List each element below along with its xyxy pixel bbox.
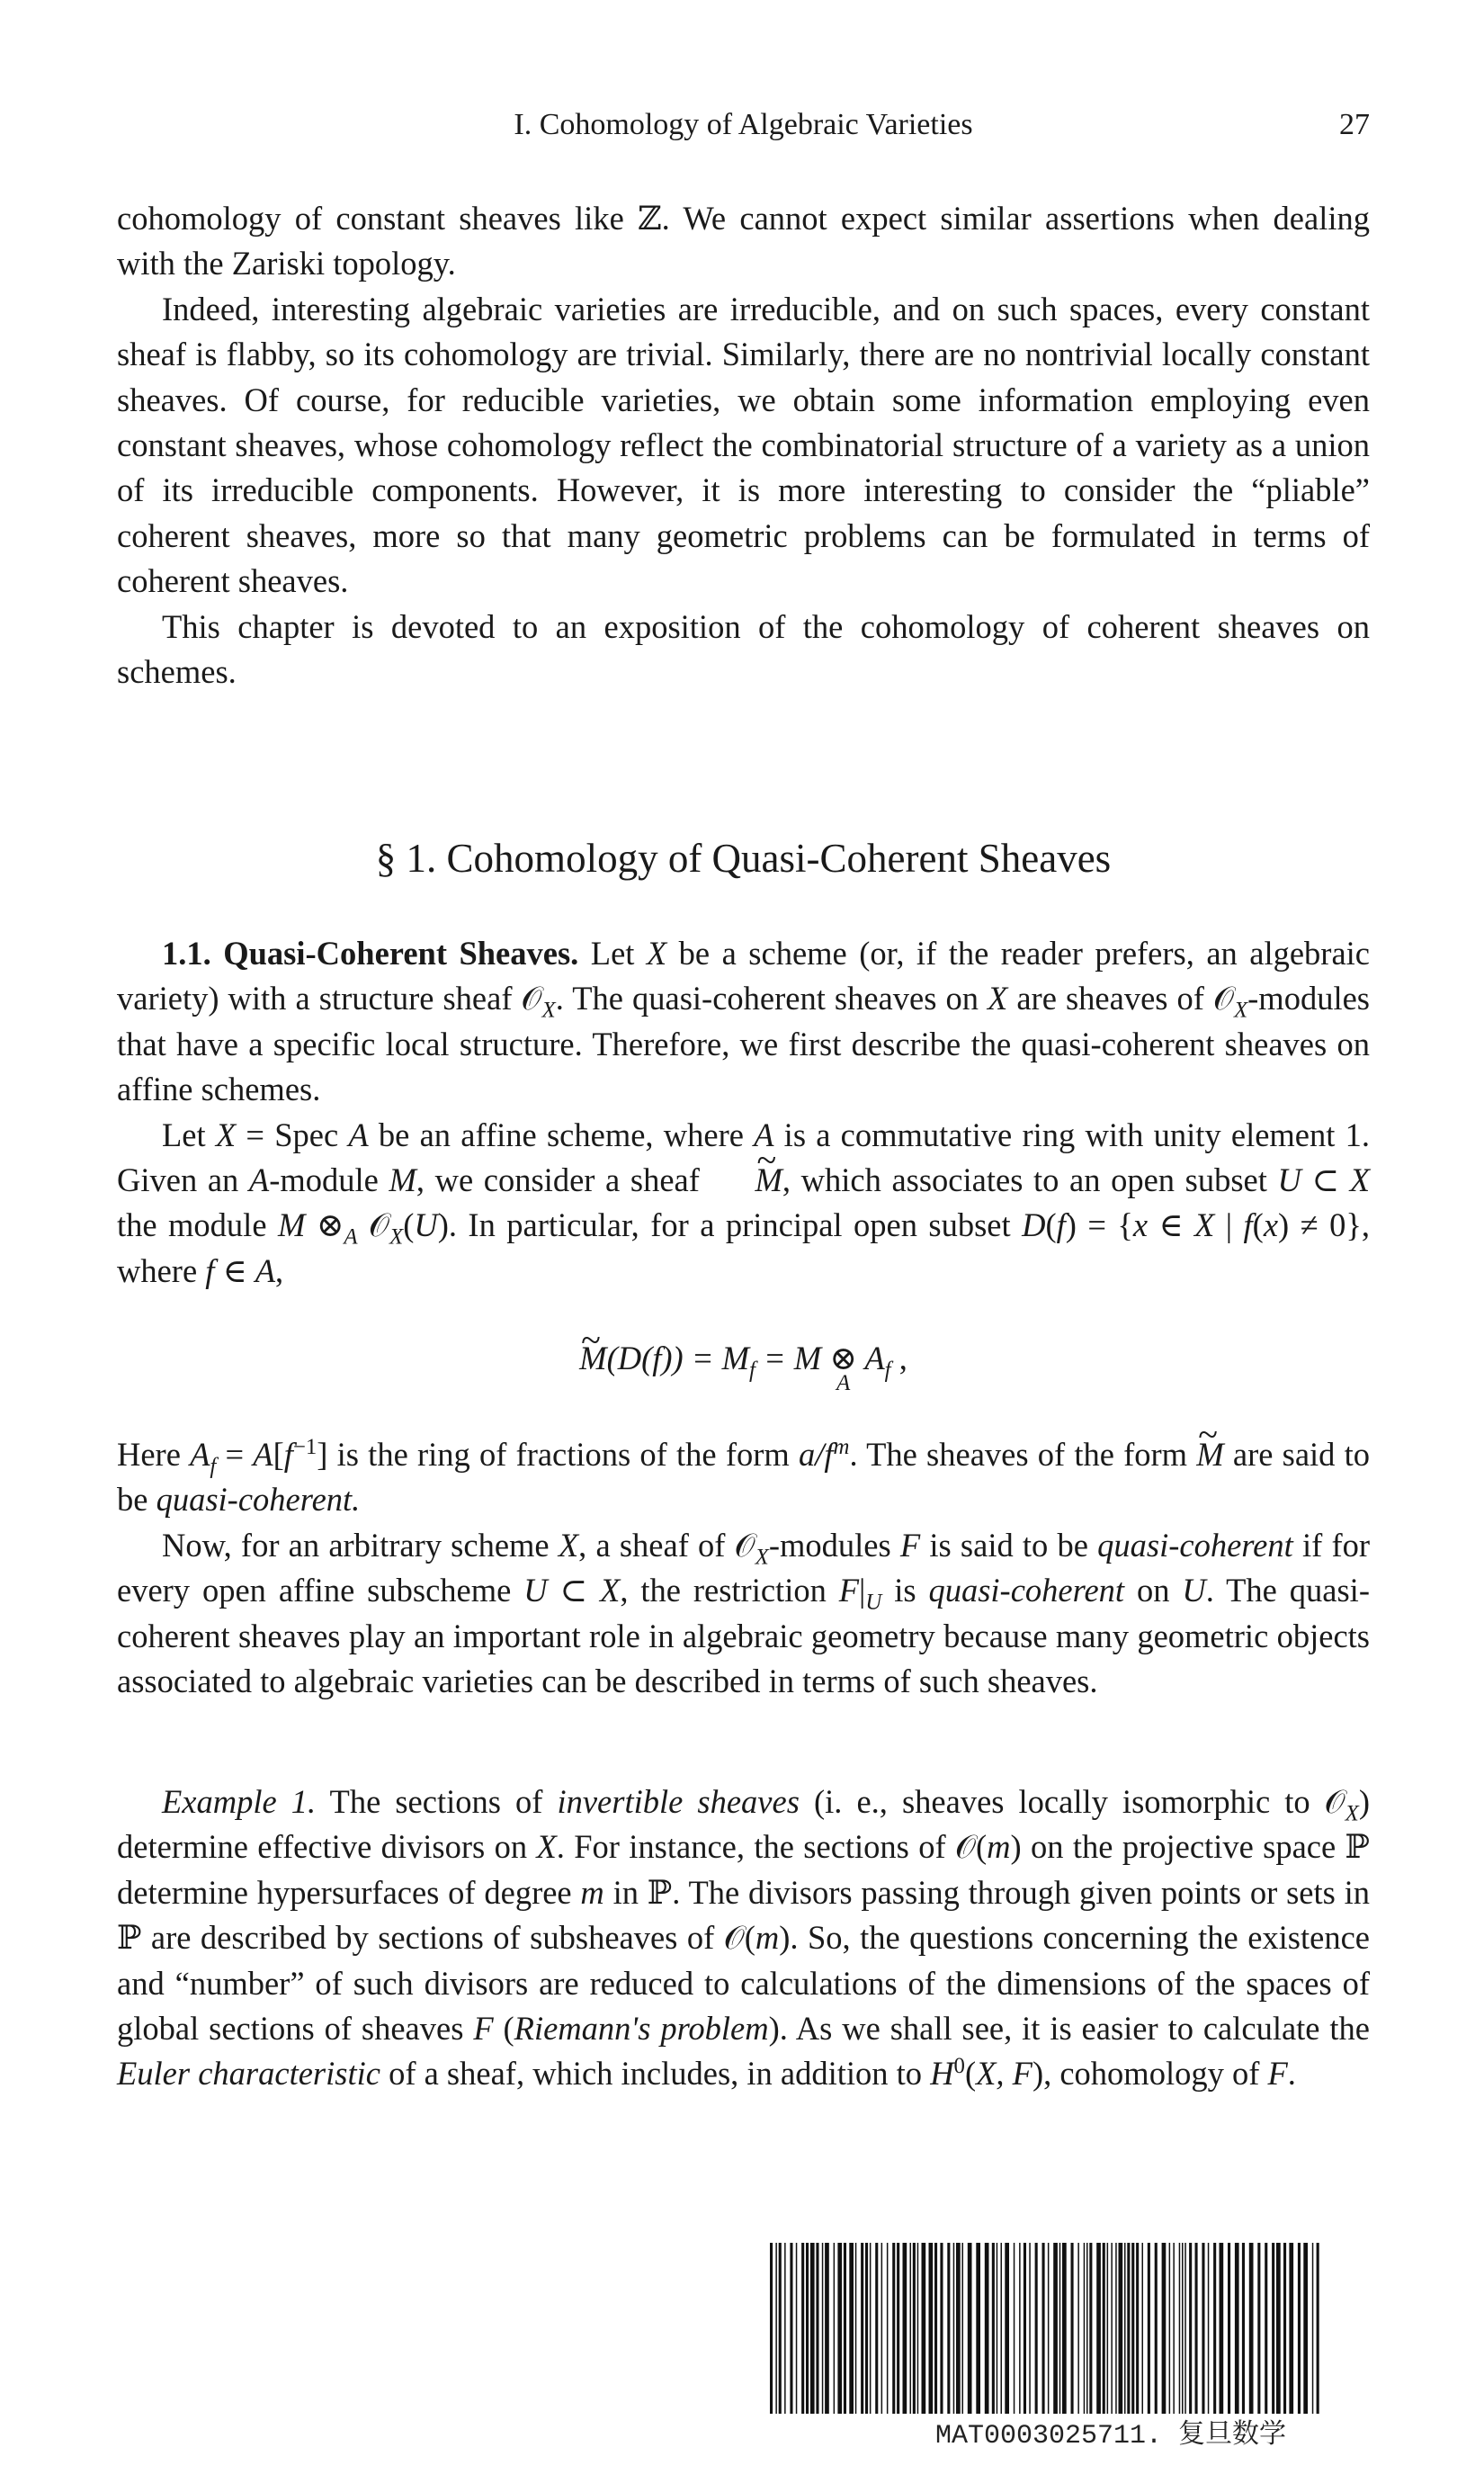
barcode-bar bbox=[1148, 2243, 1150, 2414]
math-run: A bbox=[248, 1161, 270, 1199]
barcode-bar bbox=[1283, 2243, 1286, 2414]
text-run: of a sheaf, which includes, in addition to bbox=[380, 2055, 931, 2093]
quasi-coherent-definition bbox=[117, 931, 1370, 1294]
barcode-bar bbox=[1089, 2243, 1092, 2414]
barcode-bar bbox=[796, 2243, 798, 2414]
barcode-bar bbox=[1298, 2243, 1301, 2414]
text-run: , which associates to an open subset bbox=[782, 1161, 1278, 1199]
text-run: are sheaves of 𝒪 bbox=[1007, 980, 1234, 1017]
quasi-coherent-general bbox=[117, 1432, 1370, 1704]
math-run: x bbox=[1132, 1206, 1149, 1244]
paragraph bbox=[117, 1113, 1370, 1295]
barcode-bar bbox=[1035, 2243, 1038, 2414]
barcode-bar bbox=[770, 2243, 773, 2414]
text-run: ( bbox=[964, 2055, 977, 2093]
barcode-bar bbox=[1257, 2243, 1260, 2414]
barcode-bar bbox=[968, 2243, 972, 2414]
math-run: ~ M bbox=[1196, 1432, 1223, 1477]
text-run: ). So, the questions concerning the existence and “number” of such divisors are reduced to calculations of the dimensions of the spaces of global sections of sheaves bbox=[117, 1919, 1370, 2048]
intro-text bbox=[117, 196, 1370, 695]
barcode-bar bbox=[779, 2243, 782, 2414]
barcode-bar bbox=[956, 2243, 961, 2414]
text-run: is said to be bbox=[920, 1526, 1098, 1564]
barcode-bar bbox=[806, 2243, 809, 2414]
barcode-bar bbox=[861, 2243, 863, 2414]
math-run: A bbox=[344, 1224, 358, 1250]
barcode-bar bbox=[1289, 2243, 1293, 2414]
barcode-bar bbox=[1317, 2243, 1319, 2414]
eq-part: = M bbox=[755, 1340, 830, 1376]
math-run: f bbox=[1056, 1206, 1066, 1244]
barcode-bar bbox=[992, 2243, 995, 2414]
barcode-bar bbox=[929, 2243, 934, 2414]
eq-part: (D(f)) = M bbox=[606, 1340, 749, 1376]
barcode-bar bbox=[947, 2243, 950, 2414]
barcode-bar bbox=[1276, 2243, 1281, 2414]
text-run: ( bbox=[1045, 1206, 1057, 1244]
text-run: is a commutative ring with unity element 1. Given an bbox=[117, 1116, 1370, 1199]
math-run: H bbox=[930, 2055, 954, 2093]
math-run: M bbox=[389, 1161, 416, 1199]
math-run: quasi-coherent bbox=[928, 1572, 1125, 1609]
otimes-symbol: ⊗ bbox=[829, 1340, 857, 1376]
barcode-bar bbox=[1169, 2243, 1171, 2414]
text-run: (i. e., sheaves locally isomorphic to 𝒪 bbox=[799, 1783, 1345, 1820]
text-run: ) determine effective divisors on bbox=[117, 1783, 1370, 1866]
text-run: ). In particular, for a principal open subset bbox=[437, 1206, 1023, 1244]
barcode-bar bbox=[1202, 2243, 1204, 2414]
barcode-bar bbox=[1059, 2243, 1061, 2414]
barcode-bar bbox=[1265, 2243, 1267, 2414]
barcode-bar bbox=[1107, 2243, 1109, 2414]
barcode-bar bbox=[1119, 2243, 1123, 2414]
barcode-bar bbox=[1029, 2243, 1031, 2414]
barcode-bar bbox=[834, 2243, 836, 2414]
math-run: m bbox=[833, 1434, 850, 1459]
barcode-bar bbox=[801, 2243, 804, 2414]
text-run: | bbox=[859, 1572, 866, 1609]
text-run: ( bbox=[403, 1206, 415, 1244]
barcode-bar bbox=[1062, 2243, 1067, 2414]
text-run: in ℙ. The divisors passing through given points or sets in ℙ are described by sections of subsheaves of 𝒪( bbox=[117, 1873, 1370, 1957]
text-run: | bbox=[1214, 1206, 1244, 1244]
eq-sub: f bbox=[748, 1358, 755, 1383]
paragraph bbox=[117, 605, 1370, 695]
barcode-label: MAT0003025711. 复旦数学 bbox=[935, 2421, 1287, 2452]
text-run: cohomology of constant sheaves like ℤ. We cannot expect similar assertions when dealing with the Zariski topology. bbox=[117, 200, 1370, 282]
paragraph bbox=[117, 1779, 1370, 2097]
math-run: quasi-coherent bbox=[1097, 1526, 1293, 1564]
text-run: , the restriction bbox=[620, 1572, 839, 1609]
text-run: Here bbox=[117, 1436, 191, 1473]
barcode-bar bbox=[1173, 2243, 1175, 2414]
eq-part: A bbox=[856, 1340, 885, 1376]
barcode-bar bbox=[997, 2243, 998, 2414]
barcode-bar bbox=[887, 2243, 889, 2414]
barcode-bar bbox=[1142, 2243, 1144, 2414]
running-title: I. Cohomology of Algebraic Varieties bbox=[514, 108, 973, 141]
barcode-bar bbox=[1084, 2243, 1086, 2414]
text-run: , bbox=[275, 1251, 284, 1289]
text-run: [ bbox=[273, 1436, 284, 1473]
barcode-bar bbox=[1053, 2243, 1058, 2414]
math-run: U bbox=[414, 1206, 438, 1244]
text-run: on bbox=[1124, 1572, 1183, 1609]
barcode-bar bbox=[910, 2243, 912, 2414]
math-run: quasi-coherent. bbox=[156, 1481, 361, 1519]
barcode-bar bbox=[784, 2243, 786, 2414]
paragraph bbox=[117, 287, 1370, 605]
barcode-bar bbox=[1228, 2243, 1230, 2414]
barcode-bar bbox=[1131, 2243, 1134, 2414]
barcode-bar bbox=[1179, 2243, 1181, 2414]
text-run: The sections of bbox=[316, 1783, 558, 1820]
barcode-bar bbox=[1077, 2243, 1079, 2414]
barcode-bar bbox=[1111, 2243, 1113, 2414]
barcode-bar bbox=[1005, 2243, 1009, 2414]
barcode-bar bbox=[1220, 2243, 1224, 2414]
barcode-bar bbox=[1048, 2243, 1050, 2414]
math-run: M bbox=[277, 1206, 306, 1244]
barcode-bar bbox=[849, 2243, 854, 2414]
math-run: invertible sheaves bbox=[557, 1783, 800, 1820]
eq-part: , bbox=[890, 1340, 907, 1376]
barcode-bar bbox=[962, 2243, 964, 2414]
math-run: F bbox=[899, 1526, 921, 1564]
math-run: A bbox=[754, 1116, 774, 1153]
text-run: ⊂ bbox=[1301, 1161, 1350, 1199]
math-run: X bbox=[541, 998, 556, 1023]
math-run: Euler characteristic bbox=[117, 2055, 380, 2093]
barcode-bar bbox=[881, 2243, 883, 2414]
text-run: ∈ bbox=[1148, 1206, 1195, 1244]
barcode-bar bbox=[1189, 2243, 1192, 2414]
math-run: x bbox=[1263, 1206, 1279, 1244]
eq-m-tilde: ~ M bbox=[579, 1339, 606, 1377]
text-run: be a scheme (or, if the reader prefers, an algebraic variety) with a structure sheaf 𝒪 bbox=[117, 935, 1371, 1017]
text-run: ∈ bbox=[214, 1251, 255, 1289]
math-run: X bbox=[1194, 1206, 1215, 1244]
math-run: X bbox=[600, 1572, 621, 1609]
math-run: A bbox=[255, 1251, 276, 1289]
math-run: X bbox=[646, 935, 667, 972]
text-run: ) ≠ 0}, where bbox=[117, 1206, 1370, 1289]
math-run: ~ M bbox=[710, 1158, 782, 1203]
text-run: 𝒪 bbox=[357, 1206, 390, 1244]
barcode-bar bbox=[1303, 2243, 1308, 2414]
barcode-bar bbox=[1242, 2243, 1245, 2414]
math-run: A bbox=[190, 1436, 210, 1473]
math-run: X bbox=[558, 1526, 579, 1564]
barcode-bar bbox=[855, 2243, 857, 2414]
math-run: f bbox=[210, 1454, 217, 1479]
math-run: A bbox=[348, 1116, 369, 1153]
barcode-bar bbox=[1115, 2243, 1117, 2414]
paragraph bbox=[117, 1523, 1370, 1705]
text-run: . bbox=[1287, 2055, 1296, 2093]
page-number: 27 bbox=[1339, 108, 1370, 141]
text-run: -modules that have a specific local structure. Therefore, we first describe the quasi-coherent sheaves on affine schemes. bbox=[117, 980, 1370, 1108]
text-run: ), cohomology of bbox=[1032, 2055, 1268, 2093]
eq-tensor bbox=[829, 1339, 857, 1395]
math-run: X bbox=[389, 1224, 404, 1250]
math-run: F bbox=[1267, 2055, 1288, 2093]
example-1 bbox=[117, 1779, 1370, 2097]
math-run: X bbox=[1349, 1161, 1370, 1199]
barcode-bar bbox=[822, 2243, 824, 2414]
text-run: . The quasi-coherent sheaves on bbox=[555, 980, 988, 1017]
text-run: -module bbox=[269, 1161, 389, 1199]
barcode-bar bbox=[1208, 2243, 1210, 2414]
barcode-bar bbox=[940, 2243, 943, 2414]
math-run: D bbox=[1022, 1206, 1046, 1244]
math-run: Example 1. bbox=[162, 1783, 317, 1820]
barcode-bar bbox=[1235, 2243, 1239, 2414]
text-run: Let bbox=[162, 1116, 216, 1153]
barcode-bar bbox=[875, 2243, 878, 2414]
text-run: the module bbox=[117, 1206, 278, 1244]
text-run: . The quasi-coherent sheaves play an important role in algebraic geometry because many geometric objects associated to algebraic varieties can be described in terms of such sheaves. bbox=[117, 1572, 1370, 1700]
barcode-bar bbox=[1162, 2243, 1167, 2414]
barcode-bar bbox=[892, 2243, 895, 2414]
math-run: X bbox=[215, 1116, 237, 1153]
barcode-bar bbox=[1127, 2243, 1130, 2414]
text-run: , we consider a sheaf bbox=[416, 1161, 711, 1199]
math-run: X bbox=[1345, 1801, 1359, 1826]
barcode-bar bbox=[844, 2243, 846, 2414]
barcode bbox=[770, 2243, 1325, 2414]
barcode-bar bbox=[825, 2243, 829, 2414]
math-run: X bbox=[536, 1828, 557, 1866]
math-run: F bbox=[838, 1572, 860, 1609]
math-run: A bbox=[253, 1436, 273, 1473]
barcode-bar bbox=[913, 2243, 916, 2414]
text-run: . For instance, the sections of 𝒪( bbox=[556, 1828, 988, 1866]
barcode-bar bbox=[1096, 2243, 1101, 2414]
text-run: are said to be bbox=[117, 1436, 1370, 1519]
text-run: Indeed, interesting algebraic varieties are irreducible, and on such spaces, every constant sheaf is flabby, so its cohomology are trivial. Similarly, there are no nontrivial locally constant sheaves. Of course, for reducible varieties, we obtain some information employing even constant sheaves, whose cohomology reflect the combinatorial structure of a variety as a union of its irreducible components. However, it is more interesting to consider the “pliable” coherent sheaves, more so that many geometric problems can be formulated in terms of coherent sheaves. bbox=[117, 290, 1370, 600]
barcode-bar bbox=[922, 2243, 926, 2414]
math-run: X, F bbox=[976, 2055, 1033, 2093]
barcode-bar bbox=[1019, 2243, 1021, 2414]
math-run: 1.1. Quasi-Coherent Sheaves. bbox=[162, 935, 579, 972]
section-heading: § 1. Cohomology of Quasi-Coherent Sheaves bbox=[375, 836, 1112, 881]
math-run: −1 bbox=[292, 1434, 317, 1459]
barcode-bar bbox=[1312, 2243, 1314, 2414]
paragraph bbox=[117, 931, 1370, 1113]
barcode-bar bbox=[1103, 2243, 1105, 2414]
math-run: X bbox=[1233, 998, 1248, 1023]
barcode-bar bbox=[1042, 2243, 1045, 2414]
text-run: ] is the ring of fractions of the form bbox=[317, 1436, 799, 1473]
barcode-bar bbox=[816, 2243, 818, 2414]
text-run: ) = { bbox=[1065, 1206, 1133, 1244]
math-run: m bbox=[755, 1919, 780, 1957]
text-run: Now, for an arbitrary scheme bbox=[162, 1526, 559, 1564]
text-run: , a sheaf of 𝒪 bbox=[578, 1526, 755, 1564]
barcode-bar bbox=[1001, 2243, 1003, 2414]
barcode-bar bbox=[865, 2243, 868, 2414]
barcode-bar bbox=[976, 2243, 980, 2414]
barcode-bar bbox=[1086, 2243, 1088, 2414]
eq-under-a: A bbox=[836, 1371, 851, 1395]
math-run: Riemann's problem bbox=[514, 2010, 769, 2048]
math-run: a/f bbox=[798, 1436, 834, 1473]
math-run: f bbox=[1243, 1206, 1253, 1244]
barcode-bar bbox=[1272, 2243, 1274, 2414]
eq-sub: f bbox=[884, 1358, 891, 1383]
barcode-bar bbox=[903, 2243, 907, 2414]
text-run: = Spec bbox=[236, 1116, 349, 1153]
barcode-bar bbox=[1124, 2243, 1126, 2414]
math-run: U bbox=[523, 1572, 548, 1609]
text-run: -modules bbox=[768, 1526, 900, 1564]
barcode-bar bbox=[1024, 2243, 1026, 2414]
text-run: is bbox=[881, 1572, 929, 1609]
barcode-bar bbox=[837, 2243, 842, 2414]
barcode-bar bbox=[775, 2243, 777, 2414]
text-run: ( bbox=[493, 2010, 514, 2048]
barcode-bar bbox=[870, 2243, 872, 2414]
text-run: = bbox=[216, 1436, 254, 1473]
barcode-bar bbox=[1213, 2243, 1216, 2414]
text-run: be an affine scheme, where bbox=[368, 1116, 755, 1153]
math-run: X bbox=[755, 1545, 769, 1570]
math-run: m bbox=[580, 1873, 604, 1911]
math-run: F bbox=[473, 2010, 494, 2048]
barcode-bar bbox=[985, 2243, 989, 2414]
math-run: U bbox=[865, 1590, 882, 1615]
text-run: ) on the projective space ℙ determine hypersurfaces of degree bbox=[117, 1828, 1370, 1911]
text-run: . The sheaves of the form bbox=[849, 1436, 1197, 1473]
math-run: 0 bbox=[953, 2054, 965, 2079]
paragraph bbox=[117, 196, 1370, 287]
math-run: f bbox=[283, 1436, 293, 1473]
barcode-bar bbox=[934, 2243, 937, 2414]
math-run: f bbox=[205, 1251, 215, 1289]
math-run: m bbox=[987, 1828, 1011, 1866]
barcode-bar bbox=[1071, 2243, 1074, 2414]
barcode-bar bbox=[1014, 2243, 1015, 2414]
barcode-bar bbox=[897, 2243, 899, 2414]
text-run: Let bbox=[578, 935, 647, 972]
barcode-bar bbox=[1195, 2243, 1198, 2414]
display-equation bbox=[117, 1339, 1370, 1395]
barcode-bar bbox=[790, 2243, 792, 2414]
barcode-bar bbox=[1155, 2243, 1158, 2414]
text-run: ⊗ bbox=[305, 1206, 344, 1244]
barcode-bar bbox=[1136, 2243, 1139, 2414]
barcode-bar bbox=[1185, 2243, 1186, 2414]
text-run: if for every open affine subscheme bbox=[117, 1526, 1371, 1609]
math-run: X bbox=[988, 980, 1008, 1017]
text-run: ⊂ bbox=[547, 1572, 601, 1609]
paragraph bbox=[117, 1432, 1370, 1523]
math-run: U bbox=[1182, 1572, 1206, 1609]
text-run: ( bbox=[1252, 1206, 1264, 1244]
barcode-bar bbox=[917, 2243, 919, 2414]
barcode-bar bbox=[1249, 2243, 1254, 2414]
barcode-bar bbox=[1182, 2243, 1184, 2414]
barcode-bar bbox=[810, 2243, 815, 2414]
text-run: ). As we shall see, it is easier to calculate the bbox=[768, 2010, 1370, 2048]
text-run: This chapter is devoted to an exposition of the cohomology of coherent sheaves on schemes. bbox=[117, 607, 1370, 691]
math-run: U bbox=[1277, 1161, 1301, 1199]
barcode-bar bbox=[953, 2243, 955, 2414]
